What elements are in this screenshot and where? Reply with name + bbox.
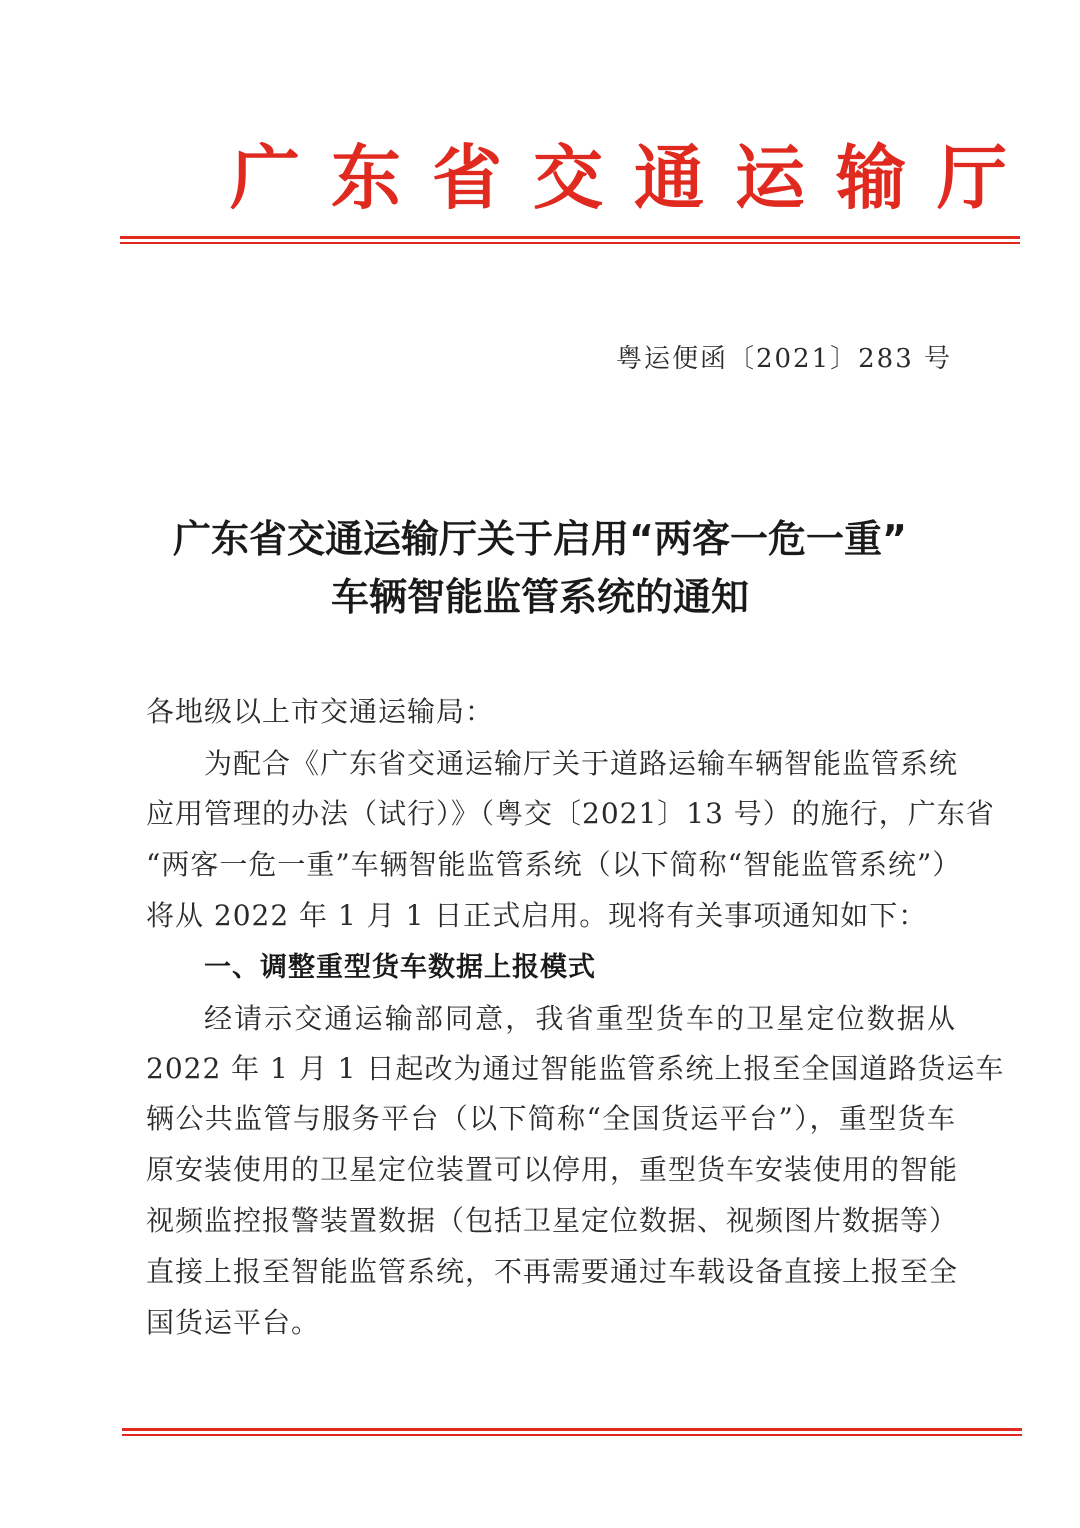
paragraph-2-line-5: 视频监控报警装置数据（包括卫星定位数据、视频图片数据等） — [146, 1204, 959, 1237]
document-number: 粤运便函〔2021〕283 号 — [615, 344, 952, 374]
paragraph-2-line-1: 经请示交通运输部同意，我省重型货车的卫星定位数据从 — [204, 1002, 956, 1035]
letterhead-divider — [120, 236, 1020, 239]
paragraph-1-line-2: 应用管理的办法（试行）》（粤交〔2021〕13 号）的施行，广东省 — [146, 797, 995, 830]
footer-divider — [122, 1428, 1022, 1431]
document-title-line-2: 车辆智能监管系统的通知 — [330, 575, 749, 619]
letterhead-divider-thin — [120, 242, 1020, 244]
footer-divider-thin — [122, 1434, 1022, 1436]
paragraph-2-line-7: 国货运平台。 — [146, 1306, 321, 1339]
section-1-heading: 一、调整重型货车数据上报模式 — [204, 952, 596, 983]
paragraph-2-line-6: 直接上报至智能监管系统，不再需要通过车载设备直接上报至全 — [146, 1255, 959, 1288]
paragraph-1-line-1: 为配合《广东省交通运输厅关于道路运输车辆智能监管系统 — [204, 747, 959, 780]
paragraph-2-line-2: 2022 年 1 月 1 日起改为通过智能监管系统上报至全国道路货运车 — [146, 1052, 1005, 1085]
paragraph-1-line-3: “两客一危一重”车辆智能监管系统（以下简称“智能监管系统”） — [146, 848, 962, 881]
letterhead-title: 广东省交通运输厅 — [230, 137, 1038, 219]
paragraph-1-line-4: 将从 2022 年 1 月 1 日正式启用。现将有关事项通知如下： — [146, 899, 928, 932]
salutation: 各地级以上市交通运输局： — [146, 695, 495, 728]
paragraph-2-line-4: 原安装使用的卫星定位装置可以停用，重型货车安装使用的智能 — [146, 1153, 959, 1186]
paragraph-2-line-3: 辆公共监管与服务平台（以下简称“全国货运平台”），重型货车 — [146, 1102, 956, 1135]
document-title-line-1: 广东省交通运输厅关于启用“两客一危一重” — [173, 517, 907, 561]
